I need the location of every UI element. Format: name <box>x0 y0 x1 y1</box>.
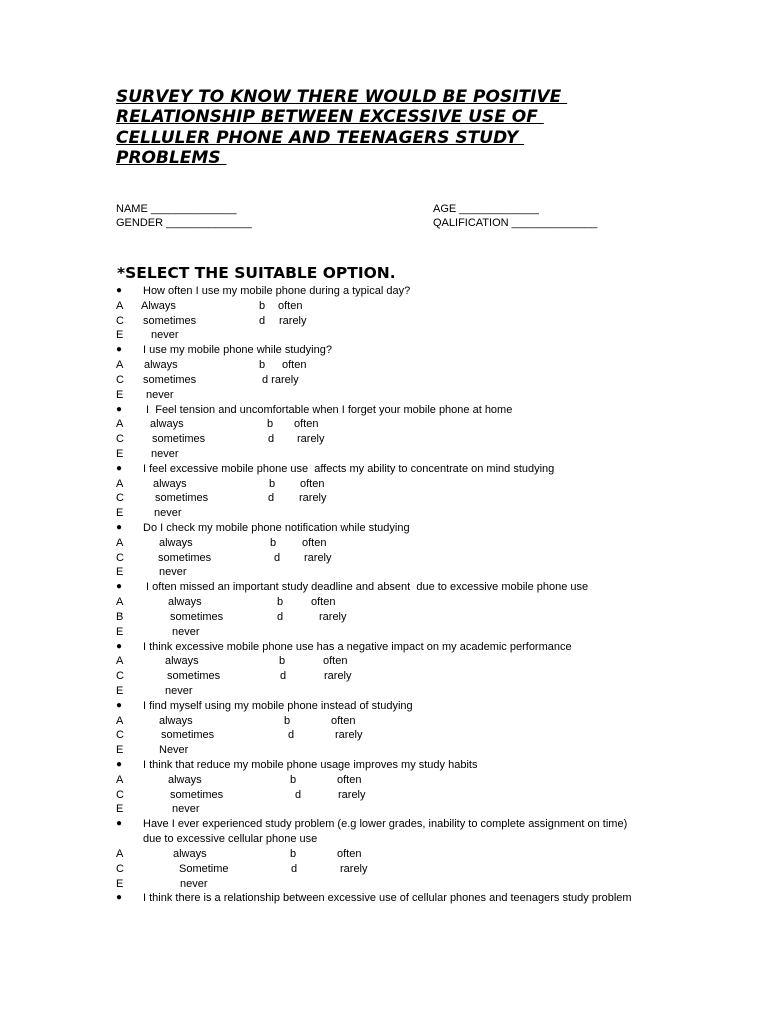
option-letter: E <box>116 684 124 697</box>
option-letter: d rarely <box>262 373 299 386</box>
question-text: I often missed an important study deadline and absent due to excessive mobile phone use <box>143 581 589 594</box>
option-letter: b <box>290 773 297 786</box>
question-item <box>116 640 646 655</box>
question-item <box>116 521 646 536</box>
option-letter: b <box>269 477 276 490</box>
option-letter: C <box>116 670 124 683</box>
question-text: I find myself using my mobile phone instead of studying <box>143 699 413 712</box>
option-letter: b <box>290 847 297 860</box>
option-letter: A <box>116 477 124 490</box>
option-label: sometimes <box>158 551 212 564</box>
option-row[interactable] <box>116 862 646 877</box>
option-row[interactable] <box>116 551 646 566</box>
option-letter: C <box>116 492 124 505</box>
question-item <box>116 403 646 418</box>
option-letter: b <box>279 655 286 668</box>
question-text: I Feel tension and uncomfortable when I forget your mobile phone at home <box>143 403 513 416</box>
option-row[interactable] <box>116 432 646 447</box>
option-letter: E <box>116 329 124 342</box>
option-label: often <box>311 596 336 609</box>
option-label: often <box>278 299 303 312</box>
question-item <box>116 758 646 773</box>
option-label: sometimes <box>143 314 197 327</box>
option-label: Never <box>159 744 189 757</box>
option-label: rarely <box>299 492 327 505</box>
option-letter: A <box>116 299 124 312</box>
option-letter: A <box>116 655 124 668</box>
option-letter: d <box>274 551 281 564</box>
question-text: I feel excessive mobile phone use affects my ability to concentrate on mind studying <box>143 462 555 475</box>
option-label: often <box>323 655 348 668</box>
option-letter: d <box>288 729 295 742</box>
option-label: rarely <box>304 551 332 564</box>
option-label: sometimes <box>152 433 206 446</box>
question-item <box>116 891 646 906</box>
option-letter: d <box>295 788 302 801</box>
option-letter: C <box>116 551 124 564</box>
bullet-icon: ● <box>116 344 123 356</box>
question-list <box>116 284 646 906</box>
option-label: often <box>302 536 327 549</box>
option-label: often <box>337 847 362 860</box>
option-label: sometimes <box>167 670 221 683</box>
option-row[interactable] <box>116 491 646 506</box>
option-row[interactable] <box>116 802 646 817</box>
option-letter: b <box>267 418 274 431</box>
option-letter: A <box>116 359 124 372</box>
option-letter: C <box>116 314 124 327</box>
option-label: sometimes <box>170 788 224 801</box>
qualification-field[interactable]: QALIFICATION ______________ <box>433 217 598 229</box>
bullet-icon: ● <box>116 462 123 474</box>
option-label: sometimes <box>155 492 209 505</box>
option-label: often <box>337 773 362 786</box>
option-label: rarely <box>324 670 352 683</box>
option-letter: E <box>116 625 124 638</box>
option-letter: B <box>116 610 124 623</box>
option-label: never <box>151 329 179 342</box>
question-text: Have I ever experienced study problem (e.g lower grades, inability to complete assignment on time) due to excessive cellular phone use <box>143 818 628 846</box>
option-row[interactable] <box>116 877 646 892</box>
title-line: RELATIONSHIP BETWEEN EXCESSIVE USE OF <box>116 107 544 128</box>
question-text: I use my mobile phone while studying? <box>143 344 332 357</box>
option-letter: E <box>116 447 124 460</box>
question-text: How often I use my mobile phone during a typical day? <box>143 285 411 297</box>
option-label: never <box>172 803 200 816</box>
question-item <box>116 343 646 358</box>
question-text: I think excessive mobile phone use has a negative impact on my academic performance <box>143 640 572 653</box>
bullet-icon: ● <box>116 818 123 830</box>
option-letter: b <box>284 714 291 727</box>
bullet-icon: ● <box>116 759 123 770</box>
option-label: never <box>151 447 179 460</box>
option-letter: A <box>116 418 124 431</box>
option-row[interactable] <box>116 299 646 314</box>
option-label: often <box>294 418 319 431</box>
option-row[interactable] <box>116 565 646 580</box>
instruction-heading: *SELECT THE SUITABLE OPTION. <box>117 264 396 282</box>
option-letter: d <box>280 670 287 683</box>
question-text: I think that reduce my mobile phone usage improves my study habits <box>143 759 478 771</box>
option-label: sometimes <box>143 373 197 386</box>
option-row[interactable] <box>116 728 646 743</box>
option-label: often <box>300 477 325 490</box>
question-text: I think there is a relationship between excessive use of cellular phones and teenagers study problem <box>143 892 632 905</box>
title-line: CELLULER PHONE AND TEENAGERS STUDY <box>116 127 525 148</box>
option-label: rarely <box>279 314 307 327</box>
bullet-icon: ● <box>116 403 123 415</box>
option-label: sometimes <box>170 610 224 623</box>
option-label: never <box>180 877 208 890</box>
option-label: Always <box>141 299 176 312</box>
title-line: PROBLEMS <box>116 148 227 169</box>
option-label: always <box>150 418 184 431</box>
option-row[interactable] <box>116 447 646 462</box>
option-label: rarely <box>319 610 347 623</box>
option-letter: d <box>277 610 284 623</box>
option-letter: C <box>116 433 124 446</box>
option-label: never <box>172 625 200 638</box>
option-letter: b <box>259 359 266 372</box>
option-letter: d <box>259 314 266 327</box>
option-letter: A <box>116 596 124 609</box>
option-label: often <box>331 714 356 727</box>
bullet-icon: ● <box>116 699 123 711</box>
option-row[interactable] <box>116 477 646 492</box>
option-letter: A <box>116 714 124 727</box>
bullet-icon: ● <box>116 522 123 533</box>
option-letter: E <box>116 388 124 401</box>
option-row[interactable] <box>116 669 646 684</box>
bullet-icon: ● <box>116 640 123 652</box>
option-row[interactable] <box>116 595 646 610</box>
option-row[interactable] <box>116 743 646 758</box>
option-letter: C <box>116 788 124 801</box>
option-label: never <box>159 566 187 579</box>
option-label: always <box>168 596 202 609</box>
option-row[interactable] <box>116 684 646 699</box>
option-letter: E <box>116 744 124 757</box>
survey-title <box>116 87 656 169</box>
option-row[interactable] <box>116 417 646 432</box>
question-item <box>116 284 646 299</box>
question-item <box>116 699 646 714</box>
option-letter: d <box>268 492 275 505</box>
option-letter: A <box>116 847 124 860</box>
option-row[interactable] <box>116 314 646 329</box>
option-letter: A <box>116 536 124 549</box>
option-letter: A <box>116 773 124 786</box>
option-label: never <box>154 507 182 520</box>
option-label: rarely <box>338 788 366 801</box>
option-label: often <box>282 359 307 372</box>
title-line: SURVEY TO KNOW THERE WOULD BE POSITIVE <box>116 87 568 107</box>
bullet-icon: ● <box>116 892 123 904</box>
option-label: always <box>144 359 178 372</box>
option-row[interactable] <box>116 610 646 625</box>
option-letter: C <box>116 373 124 386</box>
question-item <box>116 462 646 477</box>
option-letter: E <box>116 507 124 520</box>
option-row[interactable] <box>116 388 646 403</box>
option-letter: C <box>116 729 124 742</box>
option-label: rarely <box>340 862 368 875</box>
option-letter: d <box>291 862 298 875</box>
option-row[interactable] <box>116 625 646 640</box>
gender-field[interactable]: GENDER ______________ <box>116 217 252 229</box>
name-field[interactable]: NAME ______________ <box>116 203 237 215</box>
bullet-icon: ● <box>116 285 123 296</box>
option-row[interactable] <box>116 714 646 729</box>
option-label: never <box>146 388 174 401</box>
option-letter: C <box>116 862 124 875</box>
option-row[interactable] <box>116 358 646 373</box>
option-label: always <box>165 655 199 668</box>
option-row[interactable] <box>116 536 646 551</box>
option-letter: E <box>116 566 124 579</box>
question-text: Do I check my mobile phone notification while studying <box>143 522 410 534</box>
age-field[interactable]: AGE _____________ <box>433 203 539 215</box>
option-letter: b <box>259 299 266 312</box>
option-label: always <box>159 536 193 549</box>
option-row[interactable] <box>116 654 646 669</box>
option-label: always <box>153 477 187 490</box>
bullet-icon: ● <box>116 581 123 593</box>
option-row[interactable] <box>116 773 646 788</box>
option-letter: E <box>116 803 124 816</box>
option-row[interactable] <box>116 847 646 862</box>
option-letter: b <box>277 596 284 609</box>
option-row[interactable] <box>116 788 646 803</box>
option-label: Sometime <box>179 862 229 875</box>
option-row[interactable] <box>116 506 646 521</box>
option-label: sometimes <box>161 729 215 742</box>
option-letter: b <box>270 536 277 549</box>
option-label: always <box>173 847 207 860</box>
question-item <box>116 580 646 595</box>
option-label: never <box>165 684 193 697</box>
option-letter: E <box>116 877 124 890</box>
option-letter: d <box>268 433 275 446</box>
option-label: always <box>168 773 202 786</box>
option-label: rarely <box>335 729 363 742</box>
question-item <box>116 817 646 847</box>
option-row[interactable] <box>116 328 646 343</box>
option-label: rarely <box>297 433 325 446</box>
option-row[interactable] <box>116 373 646 388</box>
option-label: always <box>159 714 193 727</box>
